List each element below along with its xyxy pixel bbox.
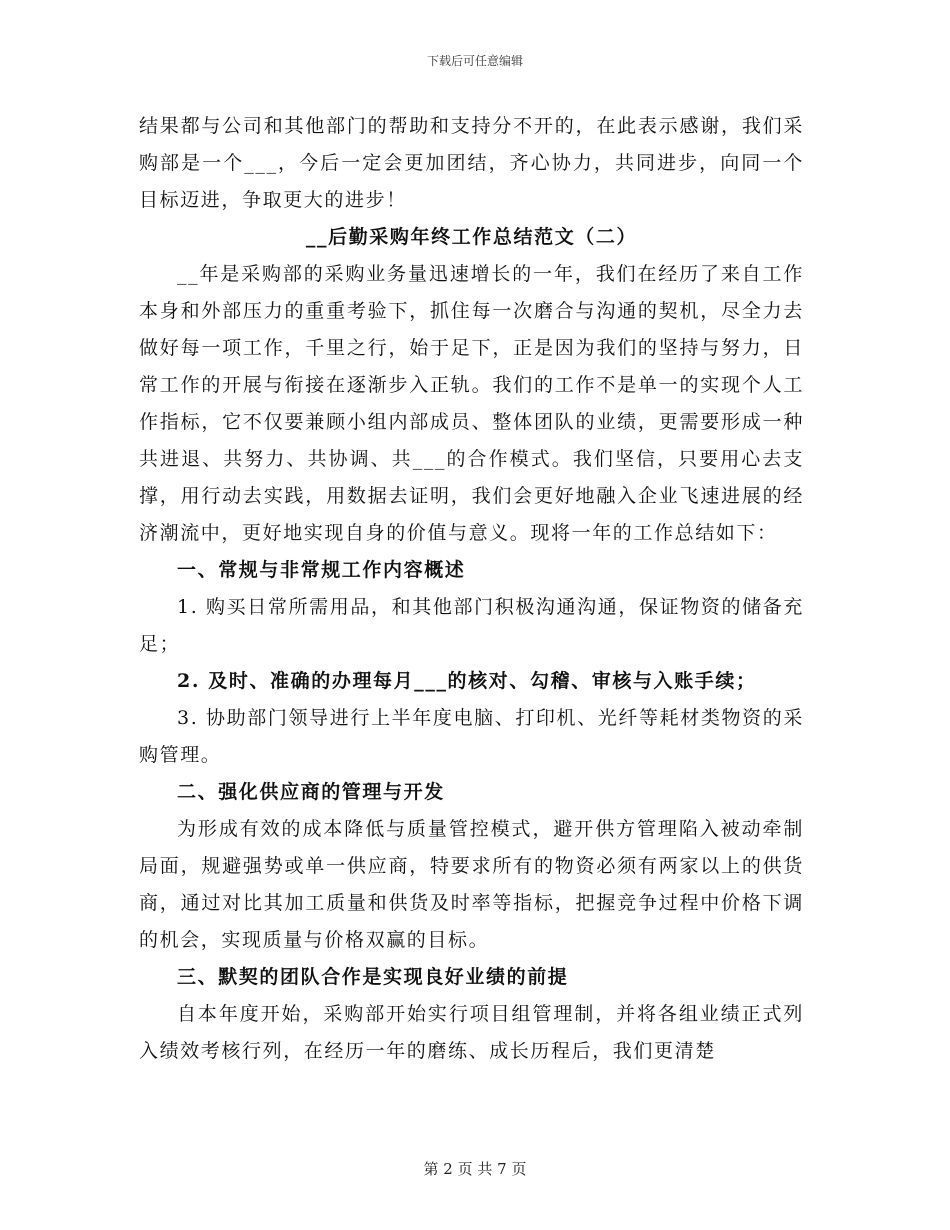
- heading-2: 二、强化供应商的管理与开发: [177, 781, 445, 803]
- heading-1: 一、常规与非常规工作内容概述: [177, 559, 466, 581]
- page-header: 下载后可任意编辑: [426, 54, 523, 68]
- list-item-3: 3. 协助部门领导进行上半年度电脑、打印机、光纤等耗材类物资的采购管理。: [139, 707, 804, 766]
- paragraph-supplier: 为形成有效的成本降低与质量管控模式，避开供方管理陷入被动牵制局面，规避强势或单一供应商，特要求所有的物资必须有两家以上的供货商，通过对比其加工质量和供货及时率等指标，把握竞争过程中价格下调的机会，实现质量与价格双赢的目标。: [139, 818, 804, 951]
- list-item-2: 2. 及时、准确的办理每月___的核对、勾稽、审核与入账手续；: [177, 670, 757, 692]
- section-title: __后勤采购年终工作总结范文（二）: [305, 226, 638, 248]
- paragraph-continuation: 结果都与公司和其他部门的帮助和支持分不开的，在此表示感谢，我们采购部是一个___，今后一定会更加团结，齐心协力，共同进步，向同一个目标迈进，争取更大的进步！: [139, 115, 804, 211]
- heading-3: 三、默契的团队合作是实现良好业绩的前提: [177, 966, 569, 988]
- page-footer: 第 2 页 共 7 页: [423, 1160, 527, 1178]
- paragraph-team: 自本年度开始，采购部开始实行项目组管理制，并将各组业绩正式列入绩效考核行列，在经历一年的磨练、成长历程后，我们更清楚: [139, 1003, 804, 1062]
- list-item-1: 1. 购买日常所需用品，和其他部门积极沟通沟通，保证物资的储备充足；: [139, 596, 804, 655]
- paragraph-intro: __年是采购部的采购业务量迅速增长的一年，我们在经历了来自工作本身和外部压力的重重考验下，抓住每一次磨合与沟通的契机，尽全力去做好每一项工作，千里之行，始于足下，正是因为我们的坚持与努力，日常工作的开展与衔接在逐渐步入正轨。我们的工作不是单一的实现个人工作指标，它不仅要兼顾小组内部成员、整体团队的业绩，更需要形成一种共进退、共努力、共协调、共___的合作模式。我们坚信，只要用心去支撑，用行动去实践，用数据去证明，我们会更好地融入企业飞速进展的经济潮流中，更好地实现自身的价值与意义。现将一年的工作总结如下：: [139, 263, 804, 544]
- document-body: [139, 108, 804, 1070]
